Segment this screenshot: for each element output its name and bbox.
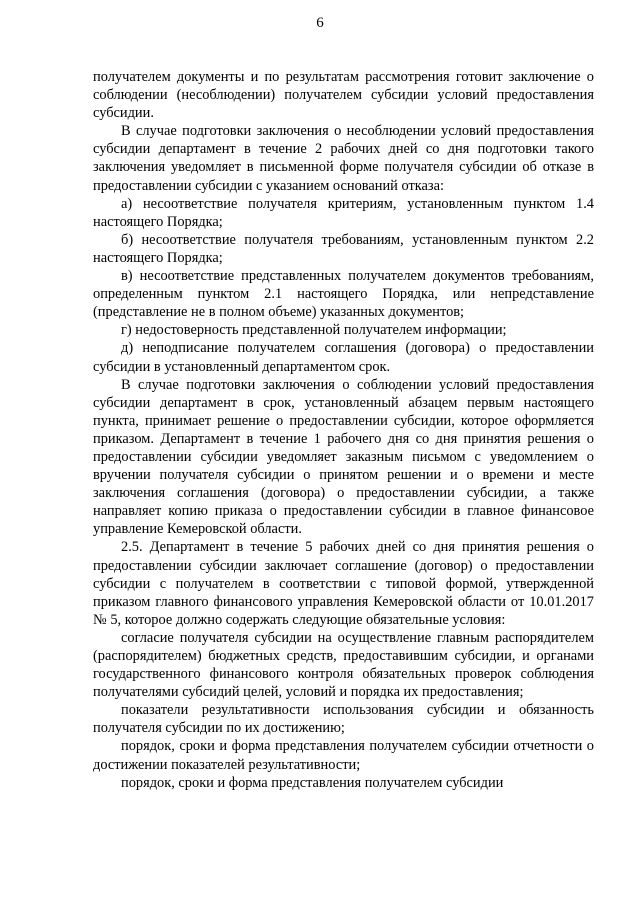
refusal-reason-a: а) несоответствие получателя критериям, установленным пунктом 1.4 настоящего Порядка; <box>93 195 594 230</box>
refusal-reason-b: б) несоответствие получателя требованиям, установленным пунктом 2.2 настоящего Порядка; <box>93 231 594 266</box>
condition-reporting-continued: порядок, сроки и форма представления получателем субсидии <box>121 774 504 791</box>
document-body <box>93 68 594 792</box>
paragraph-refusal-notice: В случае подготовки заключения о несоблюдении условий предоставления субсидии департамент в течение 2 рабочих дней со дня подготовки такого заключения уведомляет в письменной форме получателя субсидии об отказе в предоставлении субсидии с указанием оснований отказа: <box>93 123 594 194</box>
refusal-reason-g: г) недостоверность представленной получателем информации; <box>121 322 507 339</box>
refusal-reason-v: в) несоответствие представленных получателем документов требованиям, определенным пунктом 2.1 настоящего Порядка, или непредставление (представление не в полном объеме) указанных документов; <box>93 268 594 321</box>
condition-consent-to-inspection: согласие получателя субсидии на осуществление главным распорядителем (распорядителем) бюджетных средств, предоставившим субсидии, и органами государственного финансового контроля обязательных проверок соблюдения получателями субсидий целей, условий и порядка их предоставления; <box>93 629 594 701</box>
page-number: 6 <box>316 15 324 31</box>
refusal-reason-d: д) неподписание получателем соглашения (договора) о предоставлении субсидии в установленный департаментом срок. <box>93 340 594 375</box>
condition-performance-indicators: показатели результативности использования субсидии и обязанность получателя субсидии по их достижению; <box>93 702 594 737</box>
paragraph-approval-decision: В случае подготовки заключения о соблюдении условий предоставления субсидии департамент в срок, установленный абзацем первым настоящего пункта, принимает решение о предоставлении субсидии, которое оформляется приказом. Департамент в течение 1 рабочего дня со дня принятия решения о предоставлении субсидии уведомляет заказным письмом с уведомлением о вручении получателя субсидии о принятом решении и о времени и месте заключения соглашения (договора) о предоставлении субсидии, а также направляет копию приказа о предоставлении субсидии в главное финансовое управление Кемеровской области. <box>93 376 594 538</box>
condition-reporting-indicators: порядок, сроки и форма представления получателем субсидии отчетности о достижении показателей результативности; <box>93 738 594 773</box>
paragraph-continuation: получателем документы и по результатам рассмотрения готовит заключение о соблюдении (несоблюдении) получателем субсидии условий предоставления субсидии. <box>93 69 594 122</box>
paragraph-section-2-5: 2.5. Департамент в течение 5 рабочих дней со дня принятия решения о предоставлении субсидии заключает соглашение (договор) о предоставлении субсидии с получателем в соответствии с типовой формой, утвержденной приказом главного финансового управления Кемеровской области от 10.01.2017 № 5, которое должно содержать следующие обязательные условия: <box>93 539 594 628</box>
